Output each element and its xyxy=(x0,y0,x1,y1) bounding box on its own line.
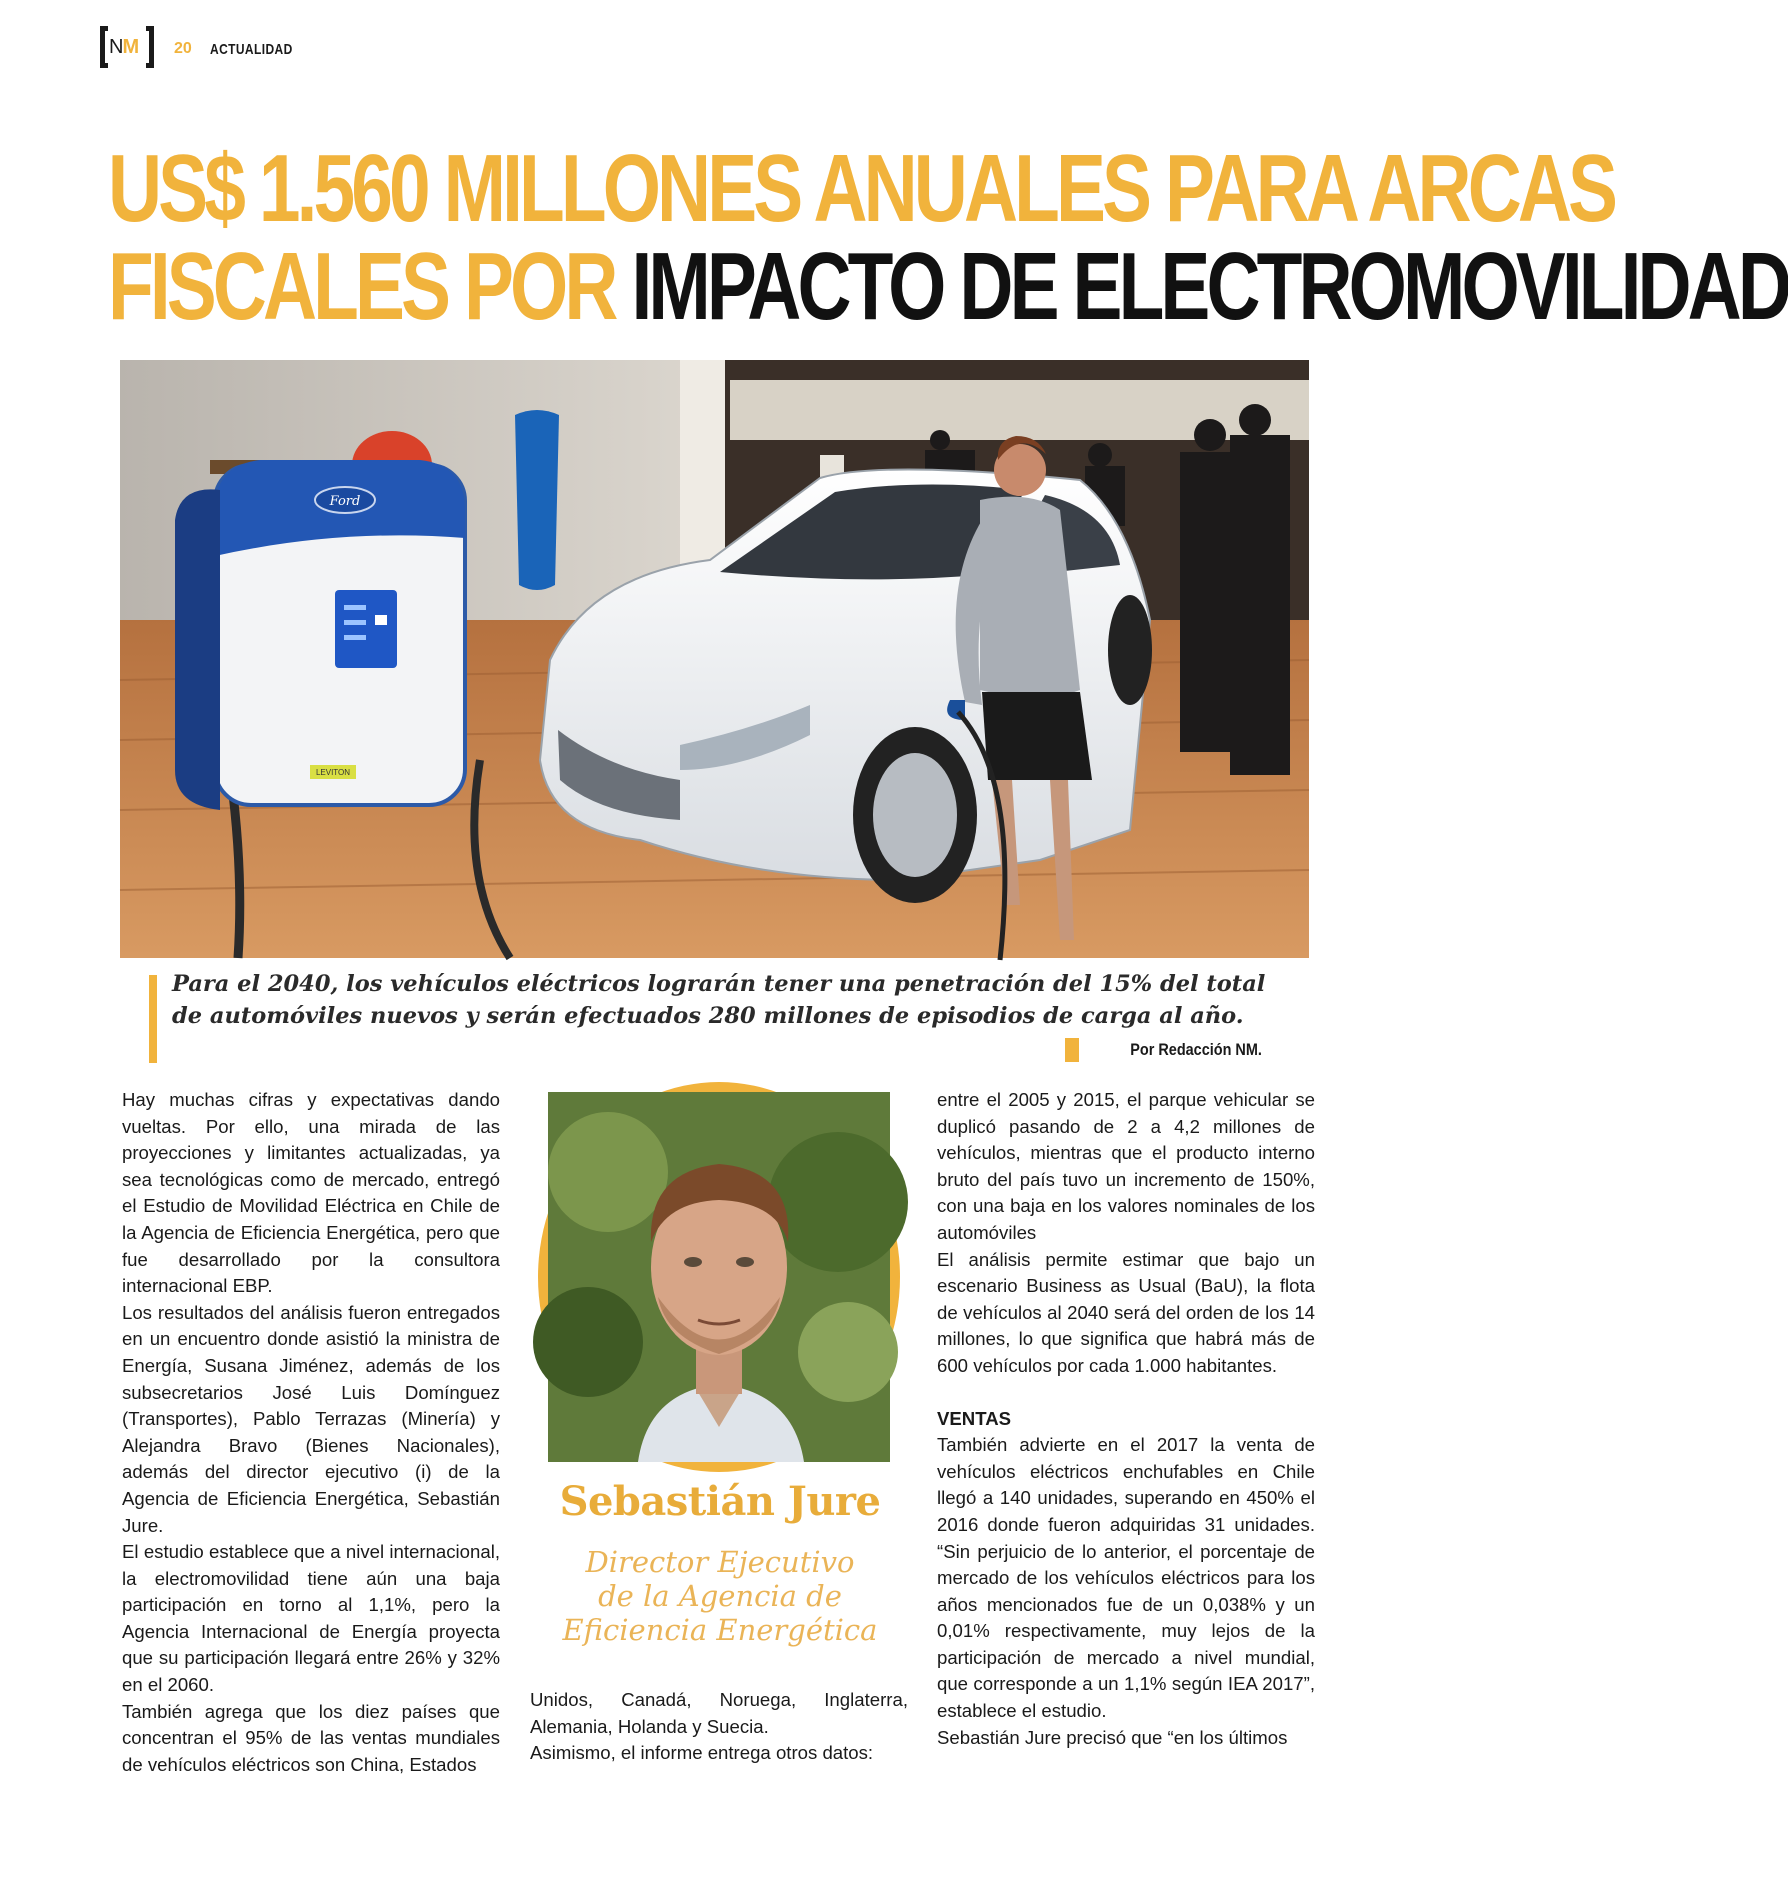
portrait-frame xyxy=(538,1082,900,1472)
headline-line-2-yellow: FISCALES POR xyxy=(108,233,632,340)
page-header xyxy=(100,26,313,72)
article-headline xyxy=(108,135,1788,340)
paragraph: El estudio establece que a nivel internacional, la electromovilidad tiene aún una baja participación en torno al 1,1%, pero la Agencia Internacional de Energía proyecta que su participación llegará entre 26% y 32% en el 2060. xyxy=(122,1541,500,1696)
article-column-3 xyxy=(937,1087,1315,1751)
paragraph: El análisis permite estimar que bajo un escenario Business as Usual (BaU), la flota de vehículos al 2040 será del orden de los 14 millones, lo que significa que habrá más de 600 vehículos por cada 1.000 habitantes. xyxy=(937,1248,1315,1376)
portrait-photo xyxy=(548,1092,890,1462)
paragraph: entre el 2005 y 2015, el parque vehicular se duplicó pasando de 2 a 4,2 millones de vehículos, mientras que el producto interno bruto del país tuvo un incremento de 150%, con una baja en los valores nominales de los automóviles xyxy=(937,1089,1315,1243)
person-role: Director Ejecutivo de la Agencia de Eficiencia Energética xyxy=(562,1545,878,1647)
headline-line-1: US$ 1.560 MILLONES ANUALES PARA ARCAS xyxy=(108,135,1615,242)
byline-accent-square xyxy=(1065,1038,1079,1062)
paragraph: Los resultados del análisis fueron entregados en un encuentro donde asistió la ministra de Energía, Susana Jiménez, además de los subsecretarios José Luis Domínguez (Transportes), Pablo Terrazas (Minería) y Alejandra Bravo (Bienes Nacionales), además del director ejecutivo (i) de la Agencia de Eficiencia Energética, Sebastián Jure. xyxy=(122,1301,500,1536)
paragraph: También advierte en el 2017 la venta de vehículos eléctricos enchufables en Chile llegó a 140 unidades, superando en 450% el 2016 donde fueron adquiridas 31 unidades. “Sin perjuicio de lo anterior, el porcentaje de mercado de los vehículos eléctricos para los años mencionados fue de un 0,038% y un 0,01% respectivamente, muy lejos de la participación de mercado a nivel mundial, que corresponde a un 1,1% según IEA 2017”, establece el estudio. xyxy=(937,1434,1315,1722)
article-column-2 xyxy=(530,1687,908,1767)
headline-line-2-black: IMPACTO DE ELECTROMOVILIDAD xyxy=(631,233,1788,340)
page-number: 20 xyxy=(174,40,192,57)
hero-photo-electric-car-charging xyxy=(120,360,1309,958)
article-column-1 xyxy=(122,1087,500,1778)
charger-brand-text: Ford xyxy=(329,494,361,509)
paragraph: Unidos, Canadá, Noruega, Inglaterra, Alemania, Holanda y Suecia. xyxy=(530,1689,908,1737)
paragraph: También agrega que los diez países que concentran el 95% de las ventas mundiales de vehículos eléctricos son China, Estados xyxy=(122,1700,500,1775)
nm-logo: NM xyxy=(100,26,154,72)
paragraph: Asimismo, el informe entrega otros datos: xyxy=(530,1742,874,1764)
person-name: Sebastián Jure xyxy=(559,1478,881,1525)
charger-maker-text: LEVITON xyxy=(315,768,351,777)
paragraph: Sebastián Jure precisó que “en los últimos xyxy=(937,1726,1288,1748)
paragraph: Hay muchas cifras y expectativas dando vueltas. Por ello, una mirada de las proyecciones y limitantes actualizadas, ya sea tecnológicas como de mercado, entregó el Estudio de Movilidad Eléctrica en Chile de la Agencia de Eficiencia Energética, pero que fue desarrollado por la consultora internacional EBP. xyxy=(122,1089,500,1297)
photo-caption: Para el 2040, los vehículos eléctricos lograrán tener una penetración del 15% del total de automóviles nuevos y serán efectuados 280 millones de episodios de carga al año. xyxy=(172,971,1266,1029)
caption-accent-bar xyxy=(149,975,157,1063)
section-label: ACTUALIDAD xyxy=(209,40,293,58)
byline-text: Por Redacción NM. xyxy=(1130,1040,1262,1059)
subheading-ventas: VENTAS xyxy=(937,1407,1012,1429)
byline xyxy=(1065,1038,1262,1062)
